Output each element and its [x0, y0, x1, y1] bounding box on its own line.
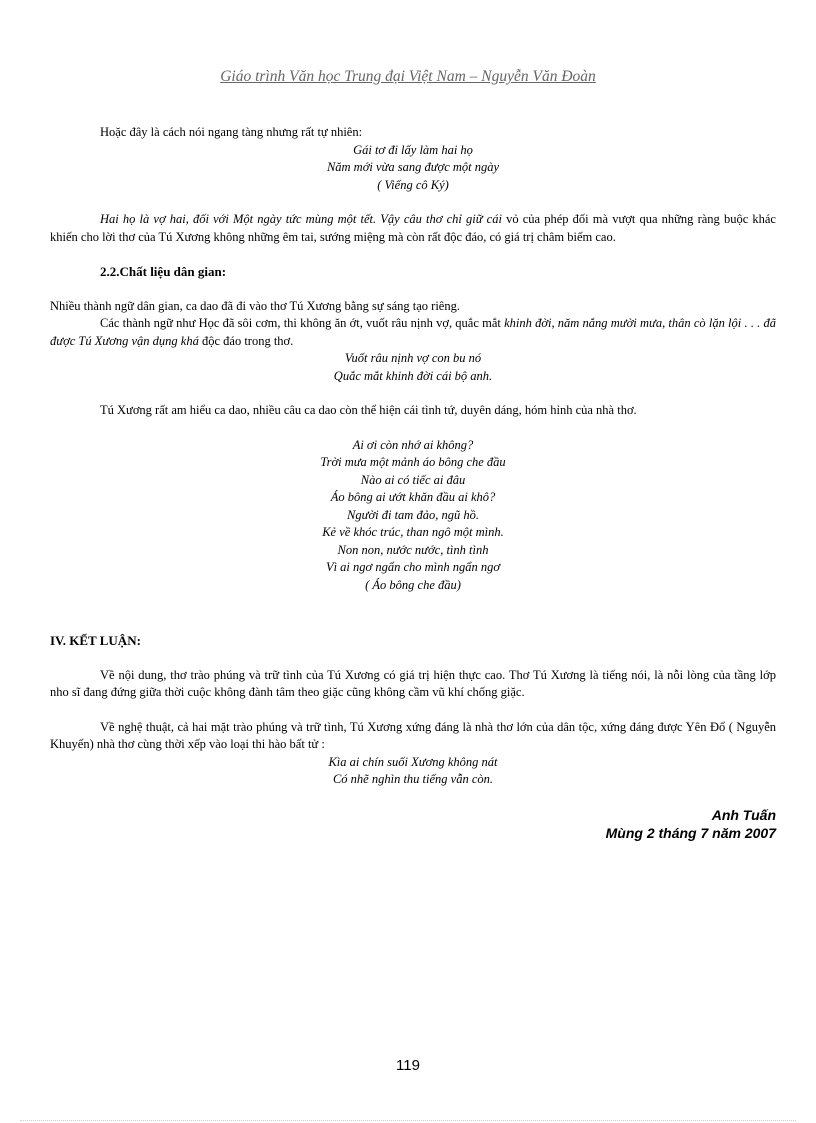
verse-kia-ai — [50, 754, 776, 789]
paragraph-intro: Hoặc đây là cách nói ngang tàng nhưng rất tự nhiên: — [100, 125, 363, 139]
paragraph-cac-thanh-ngu — [50, 315, 776, 350]
verse-line: Kẻ về khóc trúc, than ngô một mình. — [322, 525, 504, 539]
paragraph-ca-dao: Tú Xương rất am hiểu ca dao, nhiều câu ca dao còn thể hiện cái tình tứ, duyên dáng, hóm hỉnh của nhà thơ. — [100, 403, 637, 417]
document-body — [50, 124, 776, 842]
paragraph-thanh-ngu: Nhiều thành ngữ dân gian, ca dao đã đi vào thơ Tú Xương bằng sự sáng tạo riêng. — [50, 298, 460, 313]
paragraph-nghe-thuat: Về nghệ thuật, cả hai mặt trào phúng và trữ tình, Tú Xương xứng đáng là nhà thơ lớn của dân tộc, xứng đáng được Yên Đổ ( Nguyễn Khuyến) nhà thơ cùng thời xếp vào loại thi hào bất tử : — [50, 719, 776, 751]
italic-run: khinh đời, năm nắng mười mưa, thân cò lặn lội . . . đã được Tú Xương vận dụng khá — [50, 316, 776, 348]
verse-line: Có nhẽ nghìn thu tiếng vẫn còn. — [332, 772, 494, 786]
paragraph-noi-dung: Về nội dung, thơ trào phúng và trữ tình của Tú Xương có giá trị hiện thực cao. Thơ Tú Xương là tiếng nói, là nỗi lòng của tầng lớp nho sĩ đang đứng giữa thời cuộc không đành tâm theo giặc cũng không cầm vũ khí chống giặc. — [50, 667, 776, 699]
verse-source: ( Áo bông che đầu) — [365, 577, 461, 592]
verse-line: Vuốt râu nịnh vợ con bu nó — [344, 351, 482, 365]
verse-line: Ai ơi còn nhớ ai không? — [352, 437, 474, 452]
signature-author: Anh Tuấn — [711, 806, 776, 823]
verse-vieng-co-ky — [50, 142, 776, 195]
signature-block — [50, 806, 776, 842]
verse-line: Non non, nước nước, tình tình — [337, 542, 489, 557]
verse-vuot-rau — [50, 350, 776, 385]
verse-line: Năm mới vừa sang được một ngày — [326, 160, 500, 174]
running-header — [0, 68, 816, 86]
verse-line: Vì ai ngơ ngẩn cho mình ngẩn ngơ — [325, 560, 501, 574]
footer-divider — [20, 1120, 796, 1121]
text-run: vỏ của phép đối mà vượt qua những ràng buộc khác khiến cho lời thơ của Tú Xương không những êm tai, sướng miệng mà còn rất độc đáo, có giá trị châm biếm cao. — [50, 212, 776, 244]
verse-line: Nào ai có tiếc ai đâu — [360, 472, 466, 487]
header-title: Giáo trình Văn học Trung đại Việt Nam – Nguyễn Văn Đoàn — [220, 68, 596, 85]
verse-line: Người đi tam đảo, ngũ hồ. — [347, 507, 479, 522]
verse-ao-bong-che-dau — [50, 437, 776, 595]
verse-source: ( Viếng cô Ký) — [377, 177, 449, 192]
section-heading-iv: IV. KẾT LUẬN: — [50, 633, 141, 648]
italic-run: Hai họ là vợ hai, đối với Một ngày tức mùng một tết. Vậy câu thơ chỉ giữ cái — [100, 212, 502, 226]
paragraph-hai-ho — [50, 211, 776, 246]
text-run: độc đáo trong thơ. — [198, 333, 294, 348]
verse-line: Kìa ai chín suối Xương không nát — [328, 754, 498, 769]
section-heading-2-2: 2.2.Chất liệu dân gian: — [100, 264, 227, 279]
text-run: Các thành ngữ như Học đã sôi cơm, thi không ăn ớt, vuốt râu nịnh vợ, quắc mắt — [100, 316, 505, 330]
verse-line: Áo bông ai ướt khăn đầu ai khô? — [330, 490, 496, 504]
page-number: 119 — [396, 1057, 420, 1074]
verse-line: Trời mưa một mảnh áo bông che đầu — [320, 455, 506, 469]
signature-date: Mùng 2 tháng 7 năm 2007 — [605, 824, 776, 841]
verse-line: Quắc mắt khinh đời cái bộ anh. — [333, 368, 493, 383]
verse-line: Gái tơ đi lấy làm hai họ — [353, 142, 473, 157]
